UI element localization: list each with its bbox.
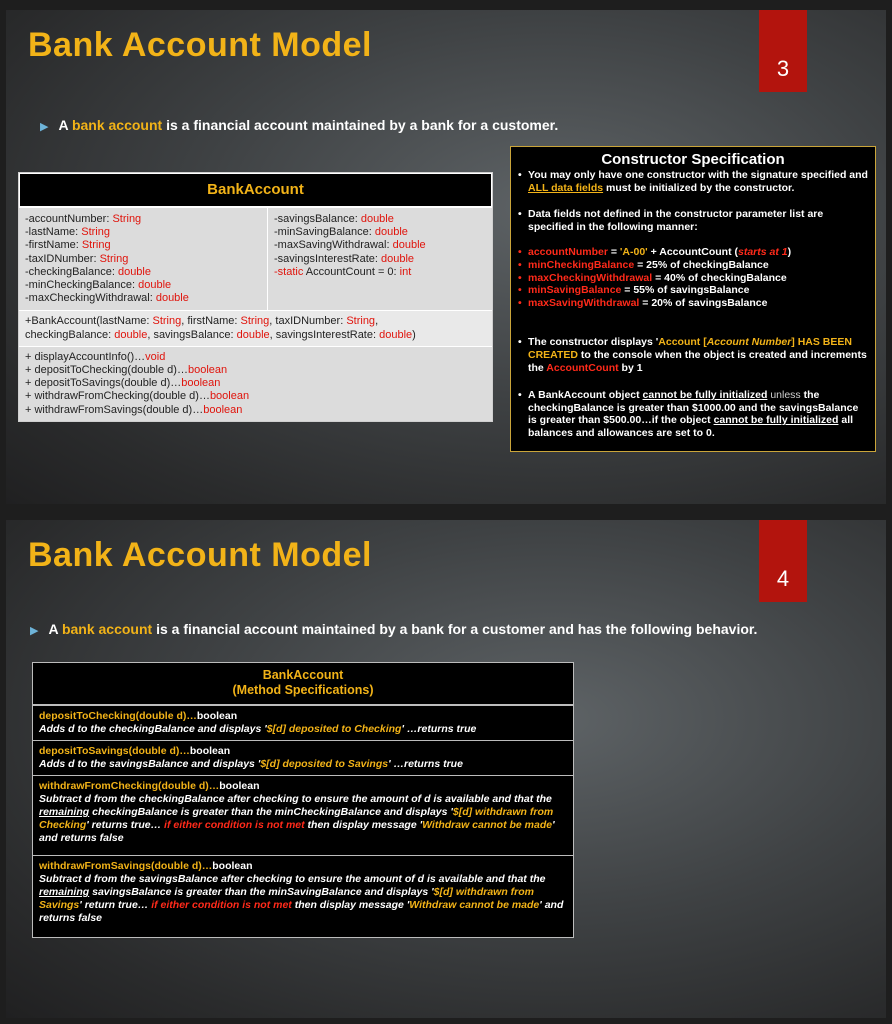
method-row-deposit-savings: depositToSavings(double d)…boolean Adds d to the savingsBalance and displays '$[d] deposited to Savings' …returns true [33, 741, 573, 776]
uml-field: -maxCheckingWithdrawal: double [25, 292, 189, 305]
spec-bullet: • A BankAccount object cannot be fully initialized unless the checkingBalance is greater than $1000.00 and the savingsBalance is greater than $500.00…if the object cannot be fully initialized all balances and allowances are set to 0. [511, 389, 875, 439]
uml-field: -firstName: String [25, 239, 111, 252]
slide-number: 4 [776, 566, 790, 591]
method-row-withdraw-checking: withdrawFromChecking(double d)…boolean Subtract d from the checkingBalance after checking to ensure the amount of d is available and that the remaining checkingBalance is greater than the minCheckingBalance and displays '$[d] withdrawn from Checking' returns true… if either condition is not met then display message 'Withdraw cannot be made' and returns false [33, 776, 573, 856]
slide-number: 3 [776, 56, 790, 81]
method-row-withdraw-savings: withdrawFromSavings(double d)…boolean Subtract d from the savingsBalance after checking to ensure the amount of d is available and that the remaining savingsBalance is greater than the minSavingBalance and displays '$[d] withdrawn from Savings' return true… if either condition is not met then display message 'Withdraw cannot be made' and returns false [39, 860, 564, 924]
uml-field: -taxIDNumber: String [25, 252, 129, 265]
slide-4 [6, 520, 886, 1018]
uml-method: + withdrawFromChecking(double d)…boolean [25, 390, 250, 403]
slide-3 [6, 10, 886, 504]
method-row-deposit-checking: depositToChecking(double d)…boolean Adds d to the checkingBalance and displays '$[d] deposited to Checking' …returns true [33, 706, 573, 741]
slide-number-badge [759, 10, 807, 92]
uml-method: + depositToChecking(double d)…boolean [25, 364, 228, 377]
uml-field: -checkingBalance: double [25, 265, 151, 278]
uml-fields [19, 207, 492, 310]
spec-rule: • minSavingBalance = 55% of savingsBalance [511, 284, 875, 297]
uml-fields-right [268, 208, 492, 310]
table-header: BankAccount (Method Specifications) [33, 663, 573, 706]
bullet-arrow-icon: ▶ [40, 121, 49, 133]
uml-field: -accountNumber: String [25, 213, 142, 225]
spec-rule: • maxCheckingWithdrawal = 40% of checkingBalance [511, 272, 875, 285]
uml-class-diagram [18, 172, 493, 422]
slide-title: Bank Account Model [28, 26, 372, 64]
slide-title: Bank Account Model [28, 536, 372, 574]
bullet-arrow-icon: ▶ [30, 625, 39, 637]
spec-rule: • maxSavingWithdrawal = 20% of savingsBalance [511, 297, 875, 310]
uml-fields-left [19, 208, 268, 310]
spec-bullet: • The constructor displays 'Account [Account Number] HAS BEEN CREATED to the console when the object is created and increments the AccountCount by 1 [511, 336, 875, 374]
spec-title: Constructor Specification [601, 151, 785, 168]
intro-bullet: ▶ A bank account is a financial account maintained by a bank for a customer. [40, 117, 559, 133]
uml-class-name: BankAccount [19, 173, 492, 207]
uml-methods [19, 346, 492, 421]
uml-method: + displayAccountInfo()…void [25, 350, 166, 363]
uml-method: + withdrawFromSavings(double d)…boolean [25, 403, 243, 416]
uml-field: -savingsInterestRate: double [274, 252, 415, 265]
intro-bullet: ▶ A bank account is a financial account maintained by a bank for a customer and has the following behavior. [30, 621, 758, 637]
uml-field: -minSavingBalance: double [274, 226, 408, 239]
spec-rule: • minCheckingBalance = 25% of checkingBalance [511, 259, 875, 272]
spec-rule: • accountNumber = 'A-00' + AccountCount (starts at 1) [511, 246, 875, 259]
uml-field: -maxSavingWithdrawal: double [274, 239, 426, 252]
uml-field: -minCheckingBalance: double [25, 279, 172, 292]
method-specifications-table [32, 662, 574, 938]
uml-field: -static AccountCount = 0: int [274, 265, 412, 278]
uml-constructor: +BankAccount(lastName: String, firstName: String, taxIDNumber: String, checkingBalance: double, savingsBalance: double, savingsInterestRate: double) [19, 310, 492, 345]
spec-bullet: • You may only have one constructor with the signature specified and ALL data fields must be initialized by the constructor. [511, 169, 875, 194]
uml-method: + depositToSavings(double d)…boolean [25, 377, 221, 390]
uml-field: -lastName: String [25, 226, 110, 239]
constructor-specification [510, 146, 876, 452]
slide-number-badge [759, 520, 807, 602]
uml-field: -savingsBalance: double [274, 213, 394, 225]
spec-bullet: • Data fields not defined in the constructor parameter list are specified in the following manner: [511, 208, 875, 233]
